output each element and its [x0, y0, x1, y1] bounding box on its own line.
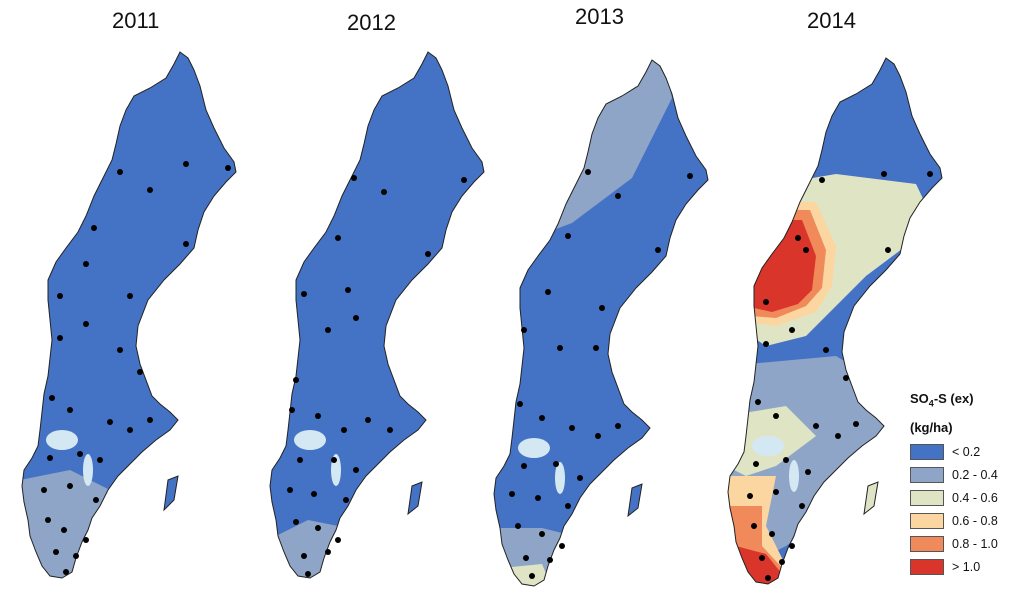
- legend-label: < 0.2: [952, 445, 981, 460]
- gotland-island: [164, 476, 178, 510]
- legend: [910, 388, 1020, 579]
- gotland-island: [408, 482, 422, 514]
- map-2013: [472, 8, 732, 599]
- map-2011: [0, 0, 260, 599]
- legend-item: [910, 556, 1020, 579]
- legend-swatch: [910, 490, 944, 506]
- legend-swatch: [910, 536, 944, 552]
- legend-label: 0.2 - 0.4: [952, 468, 998, 483]
- legend-items: [910, 441, 1020, 579]
- zone-below-0-2: [248, 0, 508, 599]
- year-label-2013: 2013: [575, 4, 624, 29]
- legend-item: [910, 510, 1020, 533]
- legend-swatch: [910, 444, 944, 460]
- legend-item: [910, 487, 1020, 510]
- legend-unit: (kg/ha): [910, 419, 953, 435]
- lake-vattern: [789, 460, 799, 492]
- legend-label: 0.8 - 1.0: [952, 537, 998, 552]
- legend-swatch: [910, 513, 944, 529]
- legend-label: > 1.0: [952, 560, 981, 575]
- legend-label: 0.4 - 0.6: [952, 491, 998, 506]
- gotland-island: [628, 484, 642, 516]
- lake-vanern: [294, 430, 326, 450]
- legend-title: $SO_4-S$ (ex): [910, 391, 974, 409]
- legend-item: [910, 533, 1020, 556]
- year-label-2014: 2014: [807, 8, 856, 33]
- year-label-2011: 2011: [112, 8, 160, 33]
- legend-swatch: [910, 559, 944, 575]
- lake-vattern: [83, 454, 93, 486]
- legend-item: [910, 441, 1020, 464]
- legend-swatch: [910, 467, 944, 483]
- lake-vanern: [46, 430, 78, 450]
- legend-item: [910, 464, 1020, 487]
- lake-vanern: [752, 436, 784, 456]
- gotland-island: [864, 482, 878, 514]
- legend-label: 0.6 - 0.8: [952, 514, 998, 529]
- lake-vanern: [518, 438, 550, 458]
- year-label-2012: 2012: [347, 10, 396, 35]
- zone-below-0-2: [472, 8, 732, 599]
- zone-0-2-0-4-south: [492, 528, 582, 598]
- map-2012: [248, 0, 508, 599]
